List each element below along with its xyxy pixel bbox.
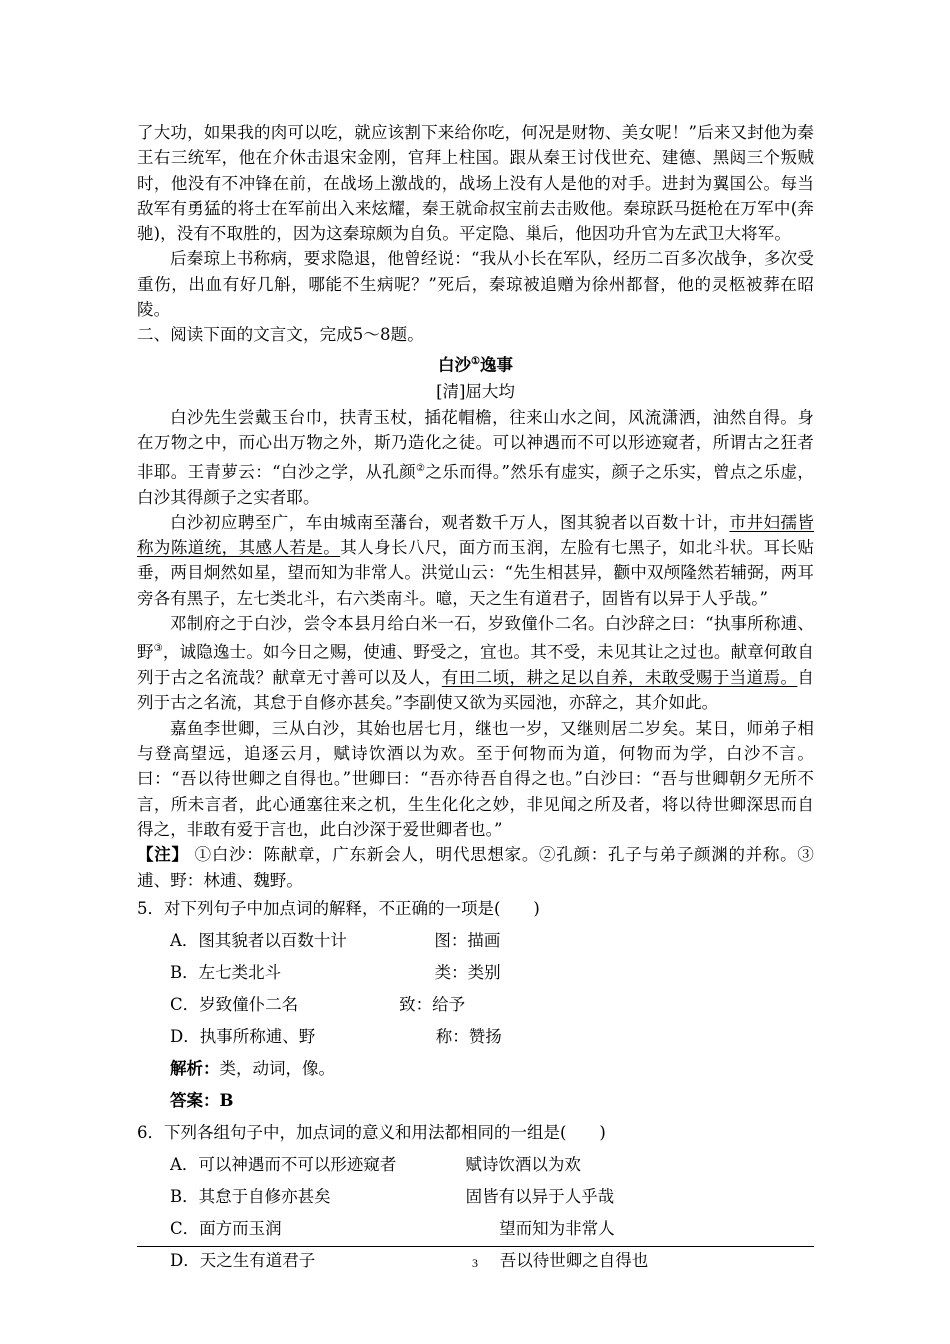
article-title: 白沙①逸事	[438, 355, 513, 375]
option-d: D． 天之生有道君子 吾以待世卿之自得也	[170, 1250, 649, 1270]
underlined-sentence: 市井妇孺皆称为陈道统，其感人若是。	[137, 512, 814, 558]
question-6	[137, 1117, 814, 1277]
option-a: A． 可以神遇而不可以形迹窥者 赋诗饮酒以为欢	[170, 1154, 581, 1174]
article-paragraph: 邓制府之于白沙，尝令本县月给白米一石，岁致僮仆二名。白沙辞之曰：“执事所称逋、野③，诚隐逸士。如今日之赐，使逋、野受之，宜也。其不受，未见其让之过也。献章何敢自列于古之名流哉？献章无寸善可以及人，有田二顷，耕之足以自养，未敢受赐于当道焉。自列于古之名流，其怠于自修亦甚矣。”李副使又欲为买园池，亦辞之，其介如此。	[137, 614, 814, 713]
option-d: D． 执事所称逋、野 称：赞扬	[170, 1026, 502, 1046]
passage-paragraph: 了大功，如果我的肉可以吃，就应该割下来给你吃，何况是财物、美女呢！”后来又封他为秦王右三统军，他在介休击退宋金刚，官拜上柱国。跟从秦王讨伐世充、建德、黑闼三个叛贼时，他没有不冲锋在前，在战场上激战的，战场上没有人是他的对手。进封为翼国公。每当敌军有勇猛的将士在军前出入来炫耀，秦王就命叔宝前去击败他。秦琼跃马挺枪在万军中(奔驰)，没有不取胜的，因为这秦琼颇为自负。平定隐、巢后，他因功升官为左武卫大将军。	[137, 123, 814, 244]
option-b: B． 左七类北斗 类：类别	[170, 962, 501, 982]
footer-divider	[137, 1246, 814, 1247]
answer: 答案： B	[170, 1090, 234, 1110]
analysis: 解析： 类，动词，像。	[170, 1058, 335, 1078]
question-5	[137, 893, 814, 1117]
passage-paragraph: 后秦琼上书称病，要求隐退，他曾经说：“我从小长在军队，经历二百多次战争，多次受重伤，出血有好几斛，哪能不生病呢？”死后，秦琼被追赠为徐州都督，他的灵柩被葬在昭陵。	[137, 249, 814, 320]
underlined-sentence: 有田二顷，耕之足以自养，未敢受赐于当道焉。	[441, 668, 798, 688]
article-paragraph: 嘉鱼李世卿，三从白沙，其始也居七月，继也一岁，又继则居二岁矣。某日，师弟子相与登高望远，追逐云月，赋诗饮酒以为欢。至于何物而为道，何物而为学，白沙不言。曰：“吾以待世卿之自得也。”世卿曰：“吾亦待吾自得之也。”白沙曰：“吾与世卿朝夕无所不言，所未言者，此心通塞往来之机，生生化化之妙，非见闻之所及者，将以待世卿深思而自得之，非敢有爱于言也，此白沙深于爱世卿者也。”	[137, 718, 814, 839]
article-paragraph: 白沙先生尝戴玉台巾，扶青玉杖，插花帽檐，往来山水之间，风流潇洒，油然自得。身在万物之中，而心出万物之外，斯乃造化之徒。可以神遇而不可以形迹窥者，所谓古之狂者非耶。王青萝云：“白沙之学，从孔颜②之乐而得。”然乐有虚实，颜子之乐实，曾点之乐虚，白沙其得颜子之实者耶。	[137, 408, 814, 507]
question-stem: 6．下列各组句子中，加点词的意义和用法都相同的一组是( )	[137, 1122, 606, 1142]
article-paragraph: 白沙初应聘至广，车由城南至藩台，观者数千万人，图其貌者以百数十计，市井妇孺皆称为陈道统，其感人若是。其人身长八尺，面方而玉润，左脸有七黑子，如北斗状。耳长贴垂，两目炯然如星，望而知为非常人。洪觉山云：“先生相甚异，颧中双颅隆然若辅弼，两耳旁各有黑子，左七类北斗，右六类南斗。噫，天之生有道君子，固皆有以异于人乎哉。”	[137, 512, 814, 608]
page-content	[137, 120, 814, 1277]
question-stem: 5．对下列句子中加点词的解释，不正确的一项是( )	[137, 898, 540, 918]
option-c: C． 岁致僮仆二名 致：给予	[170, 994, 466, 1014]
page-number: 3	[472, 1256, 478, 1270]
option-a: A． 图其貌者以百数十计 图：描画	[170, 930, 501, 950]
option-b: B． 其怠于自修亦甚矣 固皆有以异于人乎哉	[170, 1186, 615, 1206]
option-c: C． 面方而玉润 望而知为非常人	[170, 1218, 615, 1238]
article-author: [清]屈大均	[436, 382, 515, 402]
article-notes: 【注】 ①白沙：陈献章，广东新会人，明代思想家。②孔颜：孔子与弟子颜渊的并称。③逋、野：林逋、魏野。	[137, 845, 814, 890]
section-heading: 二、阅读下面的文言文，完成5～8题。	[137, 325, 424, 345]
